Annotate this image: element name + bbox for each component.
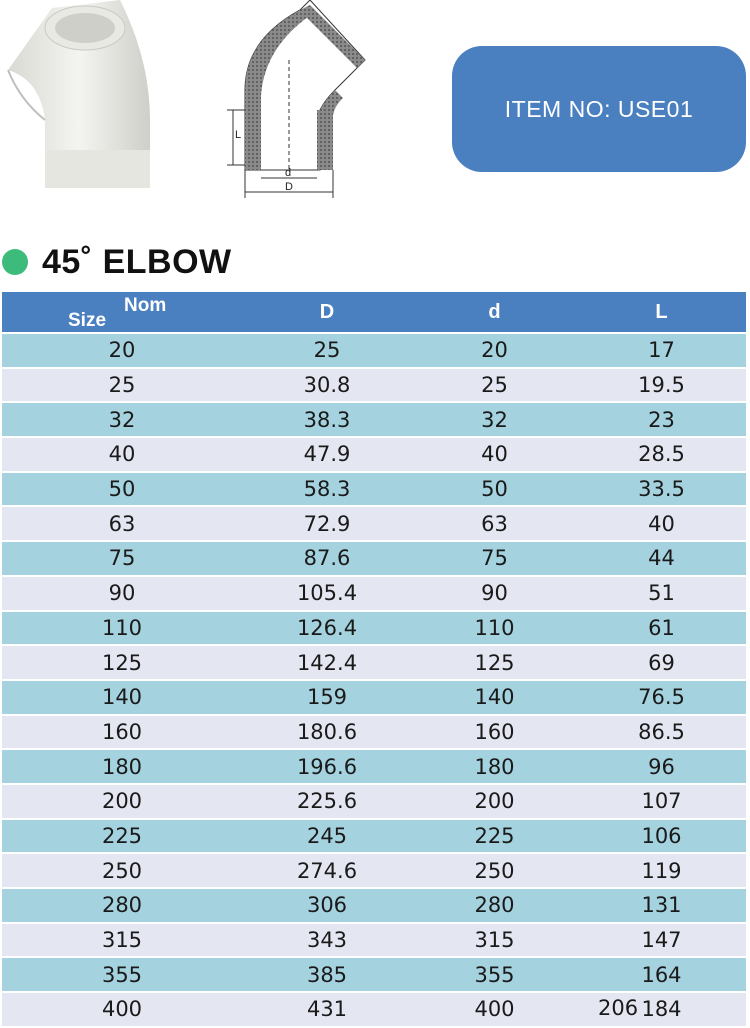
cell-outer-diameter: 306	[242, 889, 412, 922]
table-row	[2, 854, 746, 887]
cell-outer-diameter: 126.4	[242, 612, 412, 645]
header-length: L	[577, 292, 746, 332]
cell-outer-diameter: 274.6	[242, 854, 412, 887]
bullet-dot-icon	[2, 249, 28, 275]
cell-length: 106	[577, 820, 746, 853]
cell-outer-diameter: 58.3	[242, 473, 412, 506]
header-outer-diameter: D	[242, 292, 412, 332]
cell-size: 280	[2, 889, 242, 922]
cell-inner-diameter: 40	[412, 438, 577, 471]
cell-inner-diameter: 200	[412, 785, 577, 818]
cell-outer-diameter: 30.8	[242, 369, 412, 402]
cell-size: 110	[2, 612, 242, 645]
cell-inner-diameter: 250	[412, 854, 577, 887]
cell-outer-diameter: 25	[242, 334, 412, 367]
table-row	[2, 507, 746, 540]
cell-size: 90	[2, 577, 242, 610]
cell-length: 86.5	[577, 716, 746, 749]
cell-outer-diameter: 385	[242, 958, 412, 991]
cell-size: 160	[2, 716, 242, 749]
drawing-label-d: d	[285, 167, 292, 179]
table-row	[2, 369, 746, 402]
table-row	[2, 646, 746, 679]
table-row	[2, 958, 746, 991]
cell-length: 119	[577, 854, 746, 887]
cell-size: 75	[2, 542, 242, 575]
table-row	[2, 820, 746, 853]
cell-size: 50	[2, 473, 242, 506]
table-row	[2, 681, 746, 714]
table-row	[2, 577, 746, 610]
cell-outer-diameter: 343	[242, 924, 412, 957]
cell-outer-diameter: 431	[242, 993, 412, 1026]
cell-length: 96	[577, 750, 746, 783]
cell-length: 107	[577, 785, 746, 818]
cell-length: 51	[577, 577, 746, 610]
cell-size: 40	[2, 438, 242, 471]
header-size-nom	[2, 292, 242, 332]
cell-inner-diameter: 400	[412, 993, 577, 1026]
drawing-label-L: L	[235, 129, 242, 141]
table-row	[2, 750, 746, 783]
elbow-photo	[0, 0, 180, 200]
cell-outer-diameter: 225.6	[242, 785, 412, 818]
cell-inner-diameter: 225	[412, 820, 577, 853]
cell-inner-diameter: 63	[412, 507, 577, 540]
table-row	[2, 924, 746, 957]
section-heading	[2, 238, 232, 286]
cell-inner-diameter: 50	[412, 473, 577, 506]
dimension-table	[2, 290, 746, 1028]
cell-inner-diameter: 75	[412, 542, 577, 575]
cell-outer-diameter: 87.6	[242, 542, 412, 575]
cell-length: 23	[577, 403, 746, 436]
table-header-row	[2, 292, 746, 332]
cell-length: 61	[577, 612, 746, 645]
cell-size: 315	[2, 924, 242, 957]
drawing-label-D: D	[285, 181, 293, 193]
cell-length: 28.5	[577, 438, 746, 471]
cell-inner-diameter: 32	[412, 403, 577, 436]
table-row	[2, 473, 746, 506]
cell-size: 63	[2, 507, 242, 540]
table-row	[2, 334, 746, 367]
cell-size: 180	[2, 750, 242, 783]
trailing-length-value: 206	[598, 996, 639, 1020]
cell-size: 250	[2, 854, 242, 887]
cell-size: 25	[2, 369, 242, 402]
cell-inner-diameter: 90	[412, 577, 577, 610]
cell-size: 355	[2, 958, 242, 991]
cell-length: 33.5	[577, 473, 746, 506]
header-inner-diameter: d	[412, 292, 577, 332]
cell-size: 200	[2, 785, 242, 818]
cell-inner-diameter: 125	[412, 646, 577, 679]
table-row	[2, 438, 746, 471]
cell-length: 147	[577, 924, 746, 957]
cell-inner-diameter: 25	[412, 369, 577, 402]
cell-length: 76.5	[577, 681, 746, 714]
header-size-label: Size	[68, 310, 107, 331]
table-row	[2, 785, 746, 818]
cell-inner-diameter: 280	[412, 889, 577, 922]
cell-size: 32	[2, 403, 242, 436]
cell-length: 40	[577, 507, 746, 540]
cell-inner-diameter: 355	[412, 958, 577, 991]
cell-inner-diameter: 20	[412, 334, 577, 367]
item-number-label: ITEM NO: USE01	[504, 95, 694, 122]
header-nom-label: Nom	[124, 295, 167, 316]
cell-length: 184	[577, 993, 746, 1026]
cell-length: 69	[577, 646, 746, 679]
cell-length: 17	[577, 334, 746, 367]
table-row	[2, 612, 746, 645]
table-row	[2, 716, 746, 749]
cell-size: 20	[2, 334, 242, 367]
cell-outer-diameter: 47.9	[242, 438, 412, 471]
elbow-cross-section-diagram	[215, 0, 375, 205]
cell-outer-diameter: 245	[242, 820, 412, 853]
cell-length: 131	[577, 889, 746, 922]
cell-inner-diameter: 110	[412, 612, 577, 645]
cell-size: 225	[2, 820, 242, 853]
cell-inner-diameter: 315	[412, 924, 577, 957]
table-row	[2, 403, 746, 436]
table-row	[2, 542, 746, 575]
cell-size: 400	[2, 993, 242, 1026]
cell-outer-diameter: 105.4	[242, 577, 412, 610]
cell-size: 140	[2, 681, 242, 714]
cell-inner-diameter: 160	[412, 716, 577, 749]
cell-outer-diameter: 142.4	[242, 646, 412, 679]
cell-length: 19.5	[577, 369, 746, 402]
cell-outer-diameter: 180.6	[242, 716, 412, 749]
cell-outer-diameter: 38.3	[242, 403, 412, 436]
cell-length: 164	[577, 958, 746, 991]
cell-outer-diameter: 72.9	[242, 507, 412, 540]
cell-length: 44	[577, 542, 746, 575]
product-title: 45˚ ELBOW	[42, 242, 232, 281]
cell-outer-diameter: 196.6	[242, 750, 412, 783]
cell-inner-diameter: 140	[412, 681, 577, 714]
item-number-badge	[452, 46, 746, 172]
cell-outer-diameter: 159	[242, 681, 412, 714]
cell-inner-diameter: 180	[412, 750, 577, 783]
cell-size: 125	[2, 646, 242, 679]
table-row	[2, 889, 746, 922]
